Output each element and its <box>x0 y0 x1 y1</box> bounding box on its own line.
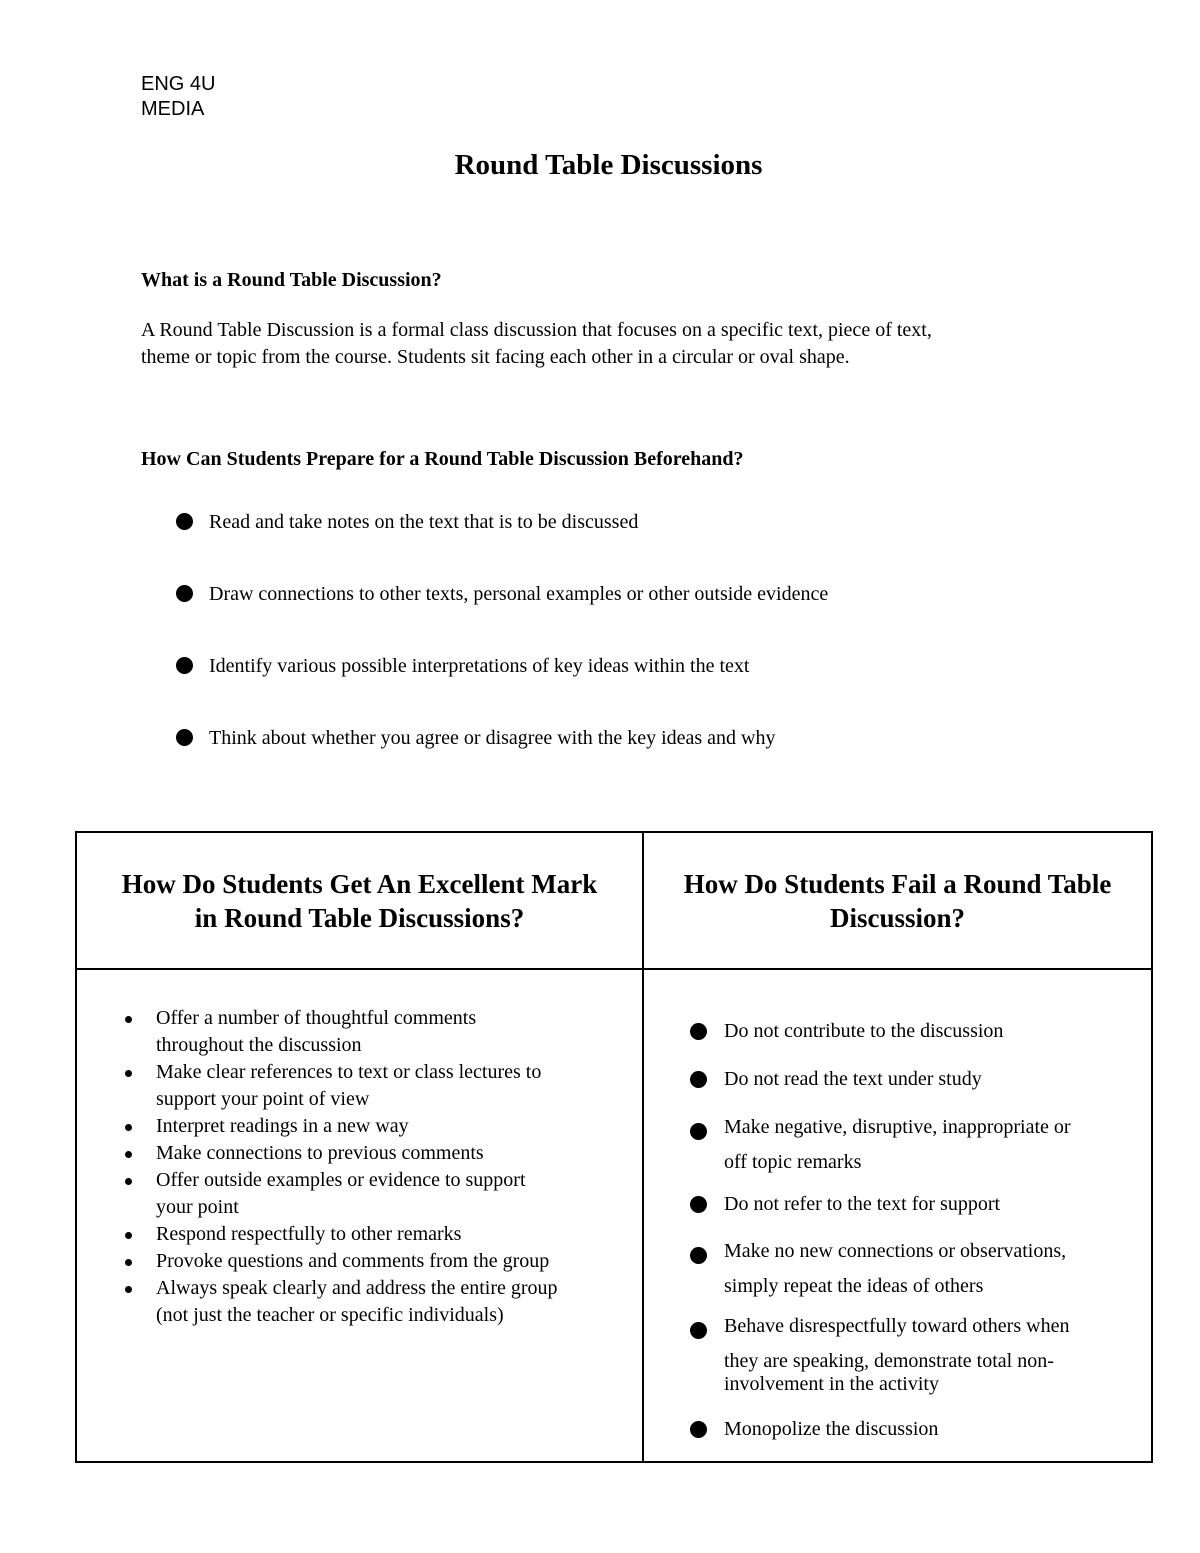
prep-item-text: Identify various possible interpretations of key ideas within the text <box>209 655 750 677</box>
table-header-divider <box>75 968 1153 970</box>
list-item-text: support your point of view <box>156 1088 370 1110</box>
definition-line: theme or topic from the course. Students sit facing each other in a circular or oval shape. <box>141 346 850 368</box>
list-item <box>156 1059 558 1113</box>
page-title: Round Table Discussions <box>454 149 763 181</box>
list-item-text: off topic remarks <box>724 1151 862 1173</box>
excellent-mark-header <box>77 867 642 935</box>
list-item-text: Make no new connections or observations, <box>724 1240 1067 1262</box>
list-item <box>156 1167 558 1221</box>
bullet-icon <box>690 1023 707 1040</box>
bullet-icon <box>125 1259 132 1266</box>
list-item-text: Do not refer to the text for support <box>724 1193 1001 1215</box>
bullet-icon <box>125 1232 132 1239</box>
list-item-text: Respond respectfully to other remarks <box>156 1223 462 1245</box>
bullet-icon <box>690 1322 707 1339</box>
list-item-text: throughout the discussion <box>156 1034 362 1056</box>
list-item-text: Always speak clearly and address the entire group <box>156 1277 558 1299</box>
list-item-text: your point <box>156 1196 239 1218</box>
list-item-text: Make negative, disruptive, inappropriate or <box>724 1116 1071 1138</box>
definition-line: A Round Table Discussion is a formal class discussion that focuses on a specific text, piece of text, <box>141 319 932 341</box>
list-item <box>690 1416 938 1443</box>
list-item-text: Do not read the text under study <box>724 1068 982 1090</box>
prep-list-item <box>176 726 775 750</box>
course-unit: MEDIA <box>141 98 205 120</box>
list-item <box>156 1005 558 1059</box>
list-item <box>690 1313 1069 1395</box>
prep-item-text: Read and take notes on the text that is to be discussed <box>209 511 639 533</box>
list-item <box>156 1248 558 1275</box>
bullet-icon <box>176 657 193 674</box>
list-item-text: Make connections to previous comments <box>156 1142 484 1164</box>
header-line: How Do Students Fail a Round Table <box>683 869 1112 899</box>
list-item <box>690 1066 982 1093</box>
header-line: Discussion? <box>829 903 966 933</box>
list-item <box>690 1114 1071 1180</box>
bullet-icon <box>176 729 193 746</box>
bullet-icon <box>125 1178 132 1185</box>
bullet-icon <box>690 1196 707 1213</box>
prep-item-text: Think about whether you agree or disagree with the key ideas and why <box>209 727 776 749</box>
list-item-text: Behave disrespectfully toward others when <box>724 1315 1070 1337</box>
bullet-icon <box>690 1123 707 1140</box>
header-line: in Round Table Discussions? <box>194 903 525 933</box>
list-item-text: Make clear references to text or class lectures to <box>156 1061 542 1083</box>
bullet-icon <box>176 513 193 530</box>
excellent-mark-list <box>156 1005 558 1329</box>
bullet-icon <box>690 1247 707 1264</box>
list-item-text: (not just the teacher or specific individuals) <box>156 1304 504 1326</box>
bullet-icon <box>690 1421 707 1438</box>
prep-list-item <box>176 654 749 678</box>
list-item <box>690 1018 1003 1045</box>
section-heading-prepare: How Can Students Prepare for a Round Table Discussion Beforehand? <box>141 448 744 470</box>
list-item-text: Offer a number of thoughtful comments <box>156 1007 477 1029</box>
list-item <box>690 1191 1000 1218</box>
list-item-text: involvement in the activity <box>724 1373 939 1395</box>
course-code: ENG 4U <box>141 73 216 95</box>
prep-list-item <box>176 582 828 606</box>
list-item <box>156 1275 558 1329</box>
list-item-text: Provoke questions and comments from the group <box>156 1250 550 1272</box>
bullet-icon <box>125 1124 132 1131</box>
bullet-icon <box>176 585 193 602</box>
bullet-icon <box>125 1070 132 1077</box>
bullet-icon <box>125 1151 132 1158</box>
definition-paragraph <box>141 317 1101 371</box>
course-header <box>141 72 215 122</box>
list-item <box>156 1140 558 1167</box>
prep-list-item <box>176 510 638 534</box>
list-item <box>156 1221 558 1248</box>
list-item-text: Interpret readings in a new way <box>156 1115 409 1137</box>
list-item-text: Do not contribute to the discussion <box>724 1020 1004 1042</box>
list-item-text: Monopolize the discussion <box>724 1418 939 1440</box>
list-item-text: Offer outside examples or evidence to support <box>156 1169 526 1191</box>
bullet-icon <box>125 1016 132 1023</box>
section-heading-what-is: What is a Round Table Discussion? <box>141 269 442 291</box>
header-line: How Do Students Get An Excellent Mark <box>121 869 598 899</box>
list-item <box>156 1113 558 1140</box>
bullet-icon <box>690 1071 707 1088</box>
bullet-icon <box>125 1286 132 1293</box>
list-item-text: they are speaking, demonstrate total non- <box>724 1350 1054 1372</box>
list-item-text: simply repeat the ideas of others <box>724 1275 984 1297</box>
fail-header <box>644 867 1151 935</box>
list-item <box>690 1238 1066 1304</box>
prep-item-text: Draw connections to other texts, personal examples or other outside evidence <box>209 583 829 605</box>
